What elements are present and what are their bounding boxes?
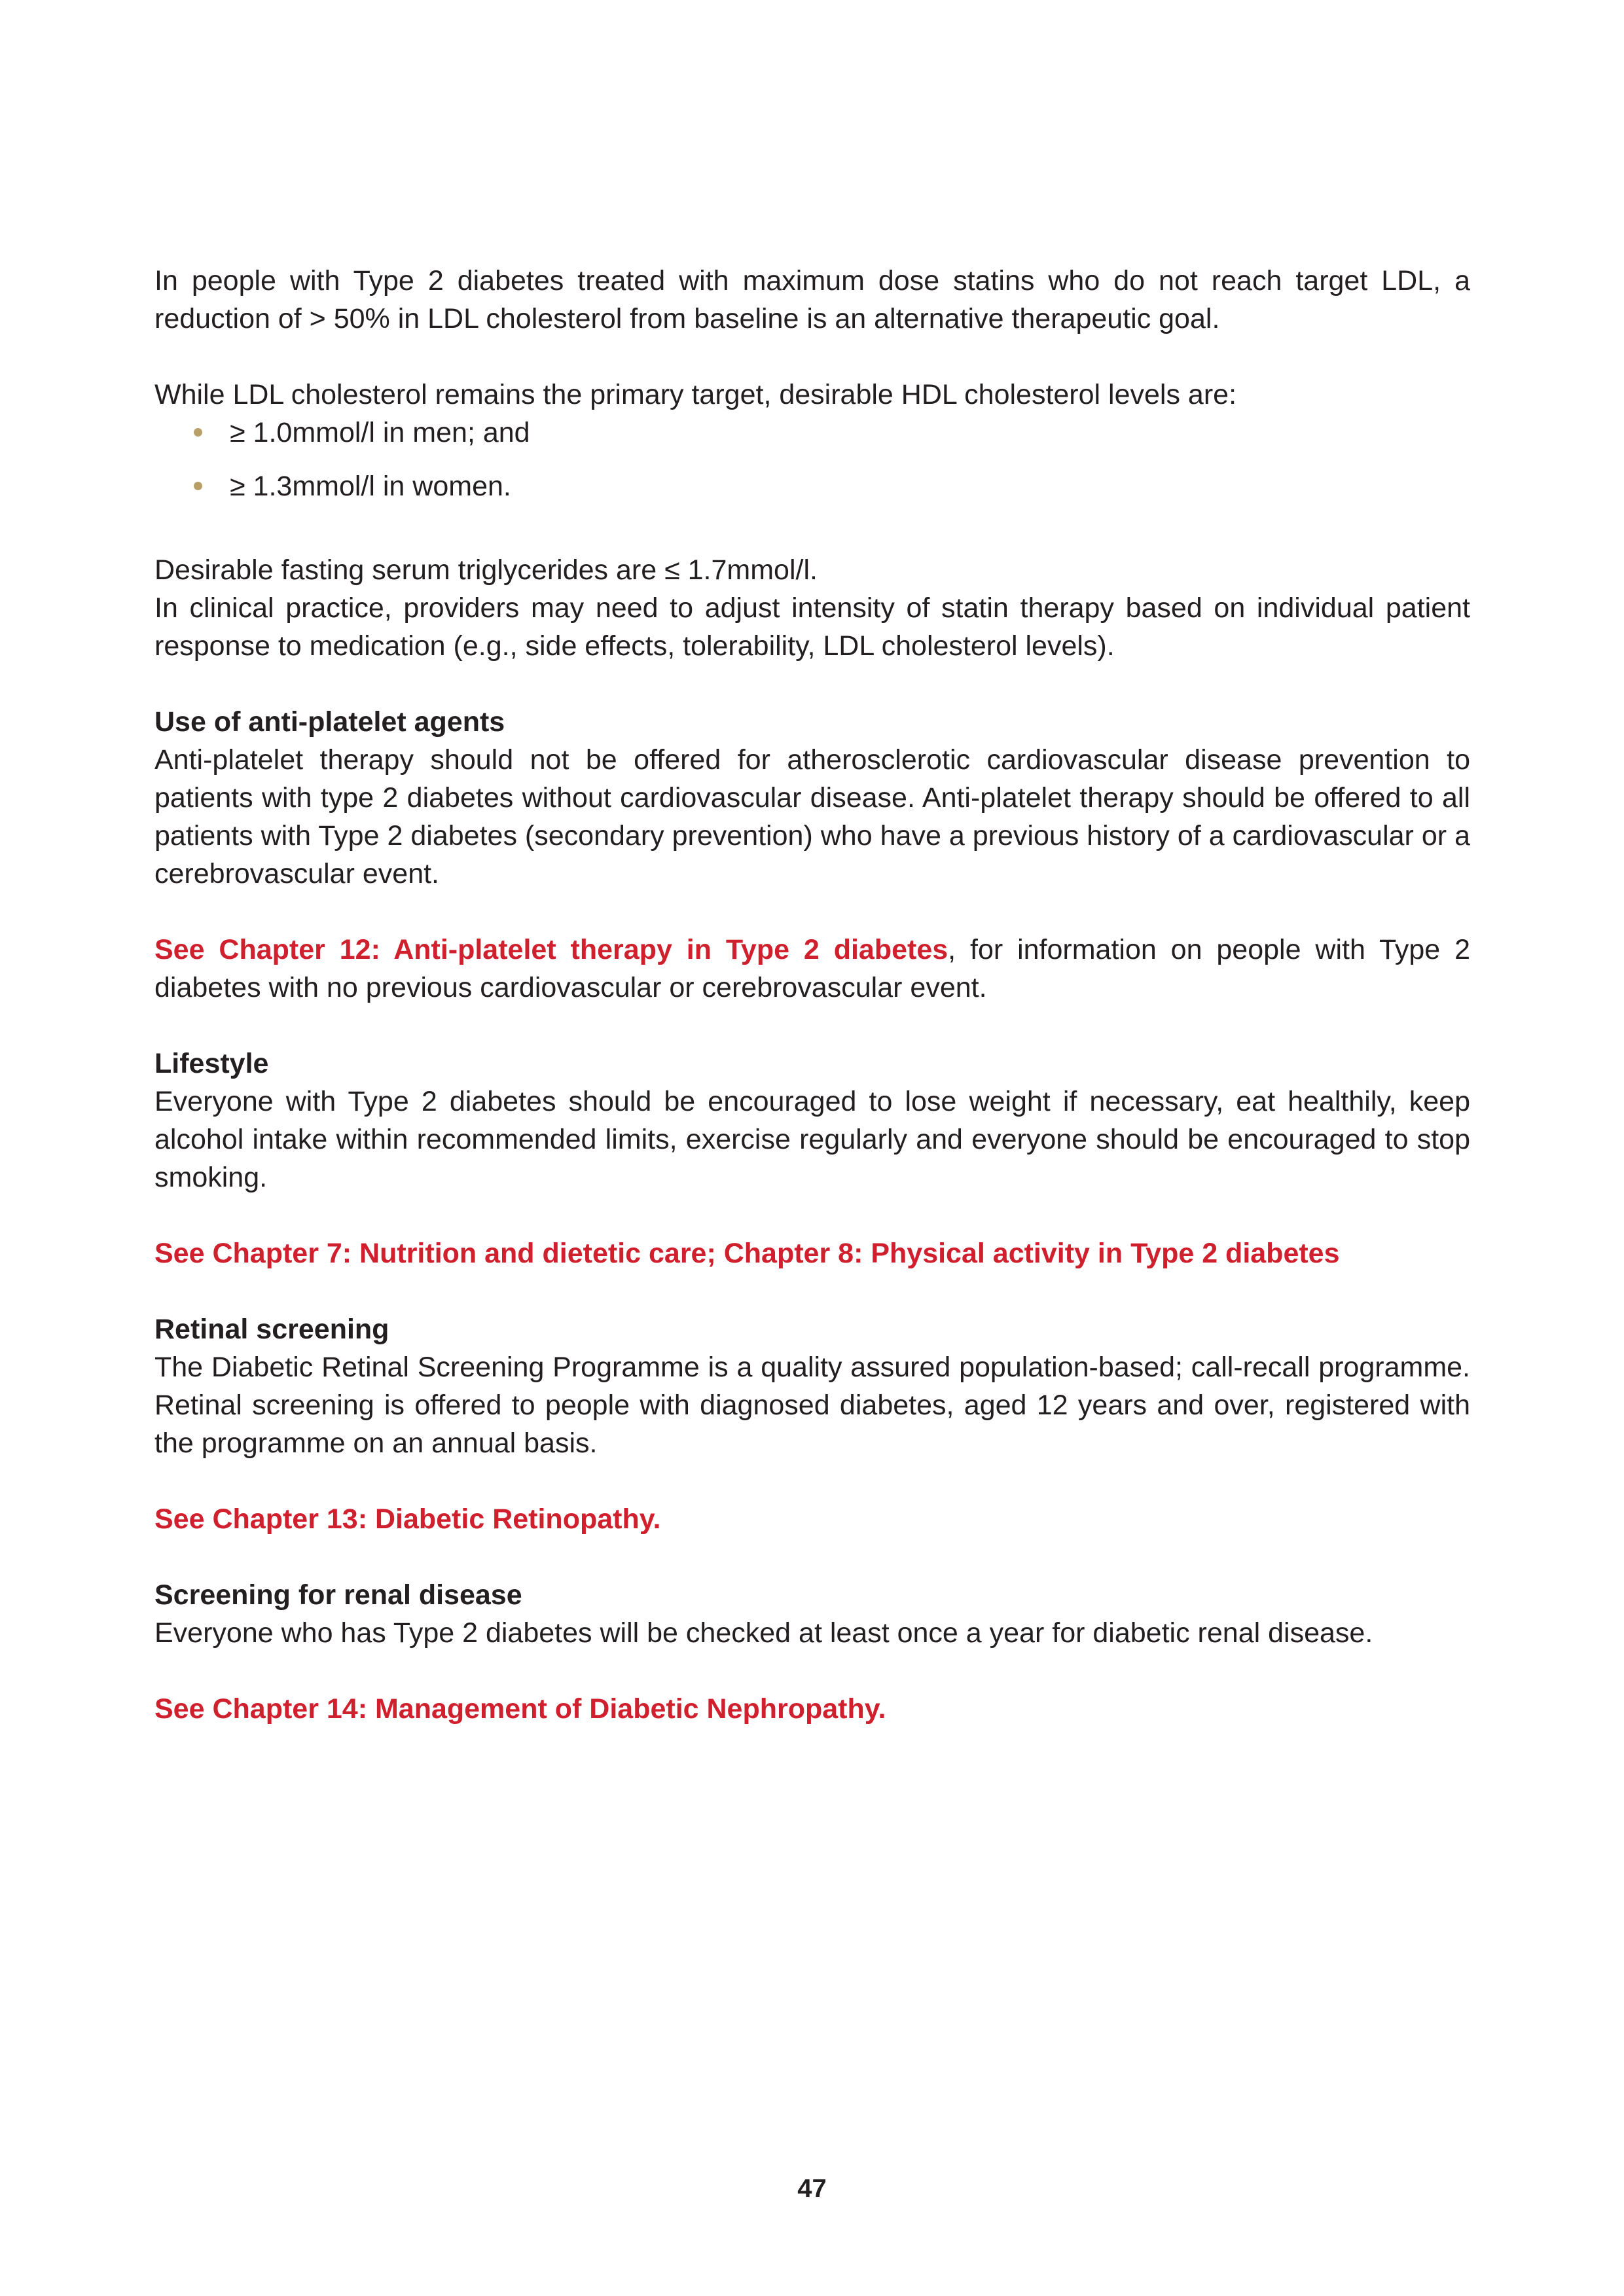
renal-heading: Screening for renal disease: [154, 1579, 522, 1611]
chapter-13-link[interactable]: See Chapter 13: Diabetic Retinopathy.: [154, 1503, 661, 1535]
page-body: [154, 262, 1470, 1728]
list-item-text: ≥ 1.3mmol/l in women.: [230, 471, 511, 502]
renal-paragraph: Everyone who has Type 2 diabetes will be checked at least once a year for diabetic renal disease.: [154, 1617, 1373, 1649]
hdl-intro-paragraph: While LDL cholesterol remains the primary target, desirable HDL cholesterol levels are:: [154, 379, 1237, 410]
lifestyle-heading: Lifestyle: [154, 1048, 269, 1079]
page-number: 47: [797, 2174, 827, 2203]
chapter-7-8-link[interactable]: See Chapter 7: Nutrition and dietetic care; Chapter 8: Physical activity in Type 2 diabetes: [154, 1238, 1340, 1269]
chapter-14-link[interactable]: See Chapter 14: Management of Diabetic Nephropathy.: [154, 1693, 886, 1725]
lifestyle-paragraph: Everyone with Type 2 diabetes should be encouraged to lose weight if necessary, eat healthily, keep alcohol intake within recommended limits, exercise regularly and everyone should be encouraged to stop smoking.: [154, 1086, 1470, 1193]
antiplatelet-reference: [154, 931, 1470, 1007]
ldl-goal-paragraph: In people with Type 2 diabetes treated with maximum dose statins who do not reach target LDL, a reduction of > 50% in LDL cholesterol from baseline is an alternative therapeutic goal.: [154, 265, 1470, 334]
chapter-12-link[interactable]: See Chapter 12: Anti-platelet therapy in Type 2 diabetes: [154, 934, 948, 965]
statin-intensity-paragraph: In clinical practice, providers may need to adjust intensity of statin therapy based on individual patient response to medication (e.g., side effects, tolerability, LDL cholesterol levels).: [154, 592, 1470, 662]
list-item: [194, 467, 1470, 521]
antiplatelet-paragraph: Anti-platelet therapy should not be offered for atherosclerotic cardiovascular disease prevention to patients with type 2 diabetes without cardiovascular disease. Anti-platelet therapy should be offered to all patients with Type 2 diabetes (secondary prevention) who have a previous history of a cardiovascular or a cerebrovascular event.: [154, 744, 1470, 889]
hdl-target-list: [154, 414, 1470, 521]
retinal-heading: Retinal screening: [154, 1314, 389, 1345]
antiplatelet-heading: Use of anti-platelet agents: [154, 706, 505, 738]
antiplatelet-reference-text: , for information on people with Type 2 diabetes with no previous cardiovascular or cerebrovascular event.: [154, 934, 1471, 1003]
bullet-icon: [194, 428, 202, 437]
bullet-icon: [194, 482, 202, 490]
retinal-paragraph: The Diabetic Retinal Screening Programme is a quality assured population-based; call-recall programme. Retinal screening is offered to people with diagnosed diabetes, aged 12 years and over, registered with the programme on an annual basis.: [154, 1352, 1470, 1459]
list-item-text: ≥ 1.0mmol/l in men; and: [230, 417, 530, 448]
triglycerides-paragraph: Desirable fasting serum triglycerides are ≤ 1.7mmol/l.: [154, 554, 818, 586]
list-item: [194, 414, 1470, 467]
